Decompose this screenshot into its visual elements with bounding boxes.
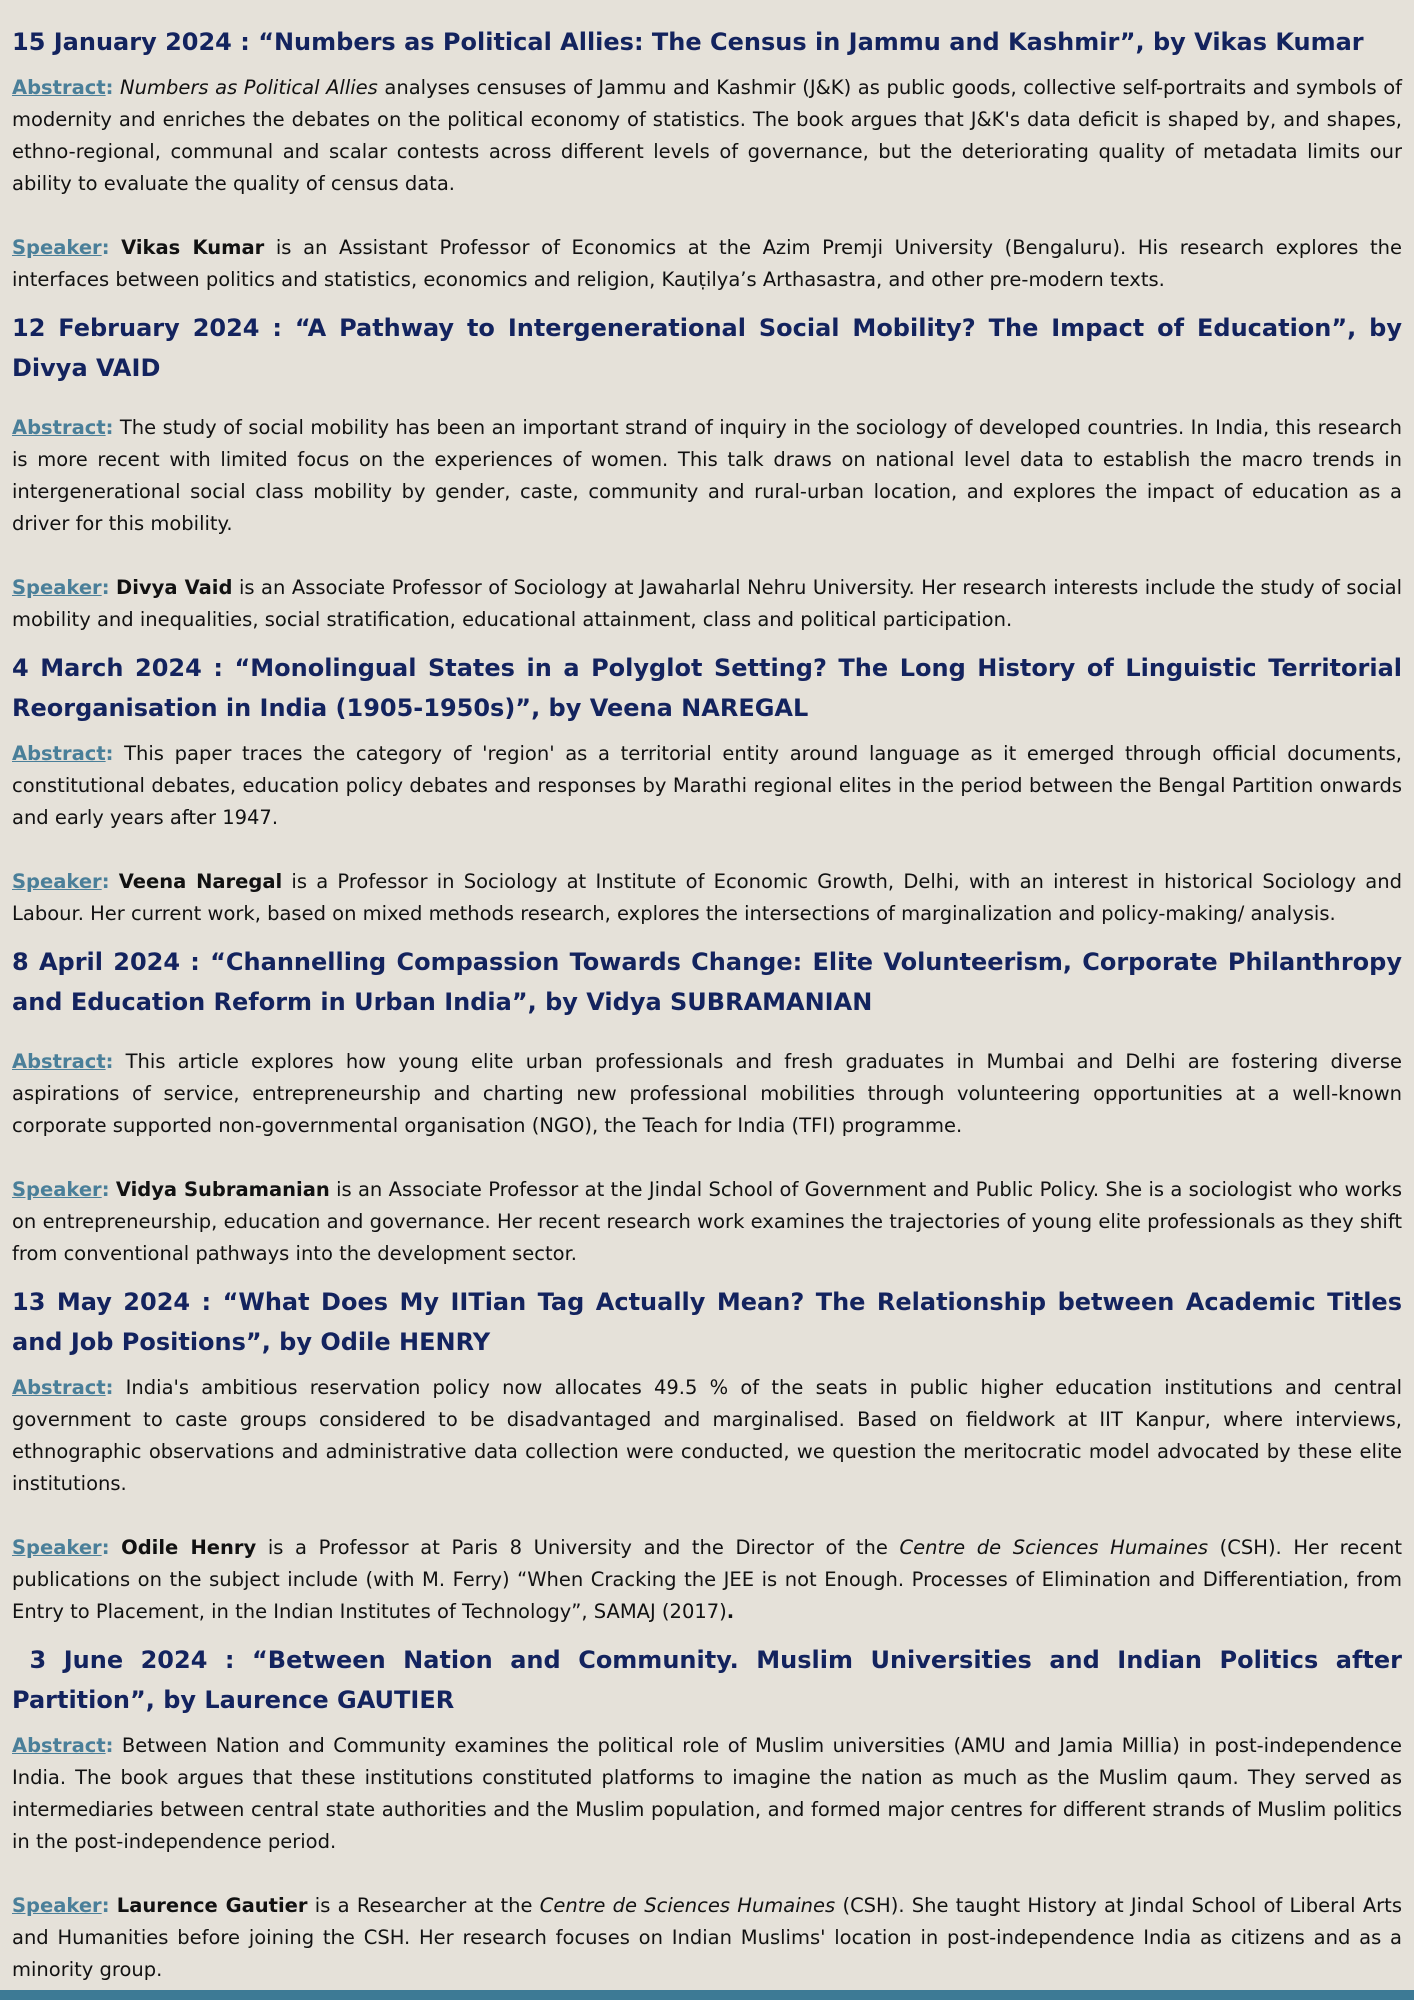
- event-3: [12, 648, 1402, 930]
- event-1: [12, 22, 1402, 296]
- speaker-bio: is a Professor in Sociology at Institute of Economic Growth, Delhi, with an interest in historical Sociology and Labour. Her current work, based on mixed methods research, explores the intersections of marginalization and policy-making/ analysis.: [12, 870, 1402, 925]
- abstract-paragraph: [12, 738, 1402, 834]
- colon: :: [105, 742, 114, 765]
- colon: :: [105, 416, 114, 439]
- colon: :: [101, 870, 110, 893]
- event-title: 3 June 2024 : “Between Nation and Community. Muslim Universities and Indian Politics after Partition”, by Laurence GAUTIER: [12, 1646, 1402, 1714]
- speaker-bio: is a Professor at Paris 8 University and the Director of the: [256, 1536, 900, 1559]
- event-6: [12, 1640, 1402, 1986]
- book-title: Numbers as Political Allies: [120, 76, 378, 99]
- abstract-text: The study of social mobility has been an important strand of inquiry in the sociology of developed countries. In India, this research is more recent with limited focus on the experiences of women. This talk draws on national level data to establish the macro trends in intergenerational social class mobility by gender, caste, community and rural-urban location, and explores the impact of education as a driver for this mobility.: [12, 416, 1402, 535]
- speaker-paragraph: [12, 232, 1402, 296]
- speaker-name: Laurence Gautier: [116, 1894, 308, 1917]
- colon: :: [101, 1536, 110, 1559]
- colon: :: [105, 1050, 114, 1073]
- colon: :: [101, 576, 110, 599]
- event-title: 12 February 2024 : “A Pathway to Intergenerational Social Mobility? The Impact of Education”, by Divya VAID: [12, 314, 1402, 382]
- speaker-label: Speaker: [12, 576, 102, 599]
- speaker-label: Speaker: [12, 236, 102, 259]
- abstract-paragraph: [12, 72, 1402, 200]
- abstract-text: analyses censuses of Jammu and Kashmir (J&K) as public goods, collective self-portraits and symbols of modernity and enriches the debates on the political economy of statistics. The book argues that J&K's data deficit is shaped by, and shapes, ethno-regional, communal and scalar contests across different levels of governance, but the deteriorating quality of metadata limits our ability to evaluate the quality of census data.: [12, 76, 1403, 195]
- colon: :: [101, 1178, 110, 1201]
- speaker-label: Speaker: [12, 870, 102, 893]
- abstract-paragraph: [12, 1372, 1402, 1500]
- colon: :: [105, 76, 114, 99]
- seminar-list: [12, 22, 1402, 1986]
- speaker-name: Vikas Kumar: [121, 236, 265, 259]
- speaker-label: Speaker: [12, 1536, 102, 1559]
- abstract-paragraph: [12, 412, 1402, 540]
- institution-name: Centre de Sciences Humaines: [899, 1536, 1209, 1559]
- speaker-bio: is a Researcher at the: [307, 1894, 540, 1917]
- event-2: [12, 308, 1402, 636]
- speaker-bio-end: .: [726, 1600, 735, 1623]
- abstract-label: Abstract: [12, 76, 106, 99]
- event-title: 4 March 2024 : “Monolingual States in a Polyglot Setting? The Long History of Linguistic Territorial Reorganisation in India (1905-1950s)”, by Veena NAREGAL: [12, 654, 1402, 722]
- speaker-bio: is an Associate Professor at the Jindal School of Government and Public Policy. She is a sociologist who works on entrepreneurship, education and governance. Her recent research work examines the trajectories of young elite professionals as they shift from conventional pathways into the development sector.: [12, 1178, 1402, 1265]
- speaker-bio-continued: (CSH). Her recent publications on the subject include (with M. Ferry) “When Cracking the JEE is not Enough. Processes of Elimination and Differentiation, from Entry to Placement, in the Indian Institutes of Technology”, SAMAJ (2017): [12, 1536, 1402, 1623]
- abstract-label: Abstract: [12, 1376, 106, 1399]
- speaker-bio: is an Assistant Professor of Economics at the Azim Premji University (Bengaluru). His research explores the interfaces between politics and statistics, economics and religion, Kauṭilya’s Arthasastra, and other pre-modern texts.: [12, 236, 1402, 291]
- abstract-text: Between Nation and Community examines the political role of Muslim universities (AMU and Jamia Millia) in post-independence India. The book argues that these institutions constituted platforms to imagine the nation as much as the Muslim qaum. They served as intermediaries between central state authorities and the Muslim population, and formed major centres for different strands of Muslim politics in the post-independence period.: [12, 1734, 1402, 1853]
- abstract-paragraph: [12, 1730, 1402, 1858]
- event-4: [12, 942, 1402, 1270]
- abstract-label: Abstract: [12, 416, 106, 439]
- abstract-text: This paper traces the category of 'region' as a territorial entity around language as it emerged through official documents, constitutional debates, education policy debates and responses by Marathi regional elites in the period between the Bengal Partition onwards and early years after 1947.: [12, 742, 1402, 829]
- colon: :: [101, 236, 110, 259]
- speaker-name: Veena Naregal: [118, 870, 283, 893]
- abstract-text: This article explores how young elite urban professionals and fresh graduates in Mumbai and Delhi are fostering diverse aspirations of service, entrepreneurship and charting new professional mobilities through volunteering opportunities at a well-known corporate supported non-governmental organisation (NGO), the Teach for India (TFI) programme.: [12, 1050, 1402, 1137]
- abstract-label: Abstract: [12, 1050, 106, 1073]
- abstract-paragraph: [12, 1046, 1402, 1142]
- speaker-paragraph: [12, 572, 1402, 636]
- speaker-paragraph: [12, 1174, 1402, 1270]
- speaker-bio-continued: (CSH). She taught History at Jindal School of Liberal Arts and Humanities before joining the CSH. Her research focuses on Indian Muslims' location in post-independence India as citizens and as a minority group.: [12, 1894, 1402, 1981]
- speaker-paragraph: [12, 866, 1402, 930]
- event-title: 8 April 2024 : “Channelling Compassion Towards Change: Elite Volunteerism, Corporate Philanthropy and Education Reform in Urban India”, by Vidya SUBRAMANIAN: [12, 948, 1402, 1016]
- speaker-label: Speaker: [12, 1178, 102, 1201]
- colon: :: [105, 1376, 114, 1399]
- speaker-bio: is an Associate Professor of Sociology at Jawaharlal Nehru University. Her research interests include the study of social mobility and inequalities, social stratification, educational attainment, class and political participation.: [12, 576, 1402, 631]
- event-5: [12, 1282, 1402, 1628]
- event-title: 13 May 2024 : “What Does My IITian Tag Actually Mean? The Relationship between Academic Titles and Job Positions”, by Odile HENRY: [12, 1288, 1402, 1356]
- colon: :: [101, 1894, 110, 1917]
- speaker-paragraph: [12, 1890, 1402, 1986]
- speaker-paragraph: [12, 1532, 1402, 1628]
- abstract-text: India's ambitious reservation policy now allocates 49.5 % of the seats in public higher education institutions and central government to caste groups considered to be disadvantaged and marginalised. Based on fieldwork at IIT Kanpur, where interviews, ethnographic observations and administrative data collection were conducted, we question the meritocratic model advocated by these elite institutions.: [12, 1376, 1402, 1495]
- colon: :: [105, 1734, 114, 1757]
- institution-name: Centre de Sciences Humaines: [539, 1894, 836, 1917]
- abstract-label: Abstract: [12, 1734, 106, 1757]
- abstract-label: Abstract: [12, 742, 106, 765]
- speaker-name: Divya Vaid: [116, 576, 233, 599]
- event-title: 15 January 2024 : “Numbers as Political Allies: The Census in Jammu and Kashmir”, by Vikas Kumar: [12, 28, 1364, 56]
- speaker-label: Speaker: [12, 1894, 102, 1917]
- speaker-name: Odile Henry: [121, 1536, 257, 1559]
- speaker-name: Vidya Subramanian: [115, 1178, 330, 1201]
- footer-bar: [0, 1990, 1414, 2000]
